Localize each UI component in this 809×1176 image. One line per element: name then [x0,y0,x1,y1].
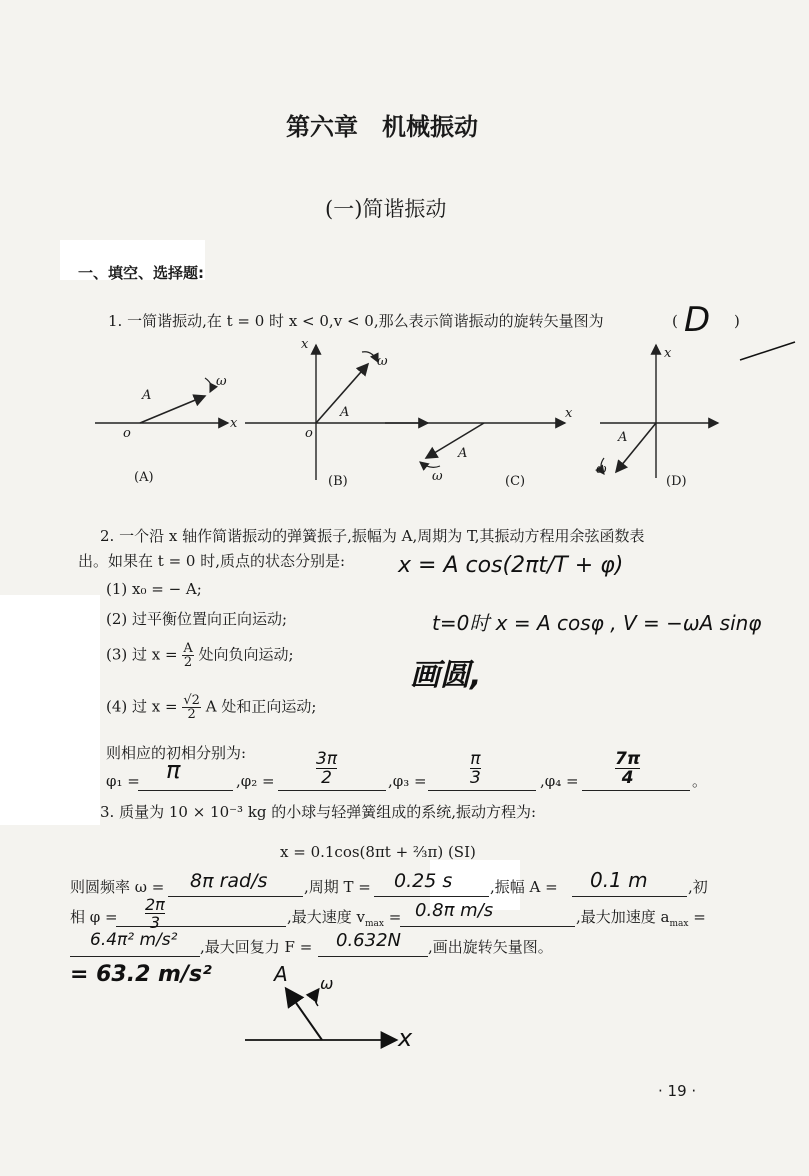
phi1-blank [138,790,233,791]
q1-paren-close: ) [734,312,740,330]
vector-label-a: A [142,388,152,403]
q2-hw-phi3: π 3 [470,749,481,788]
q2-hw-equation: x = A cos(2πt/T + φ) [398,553,624,578]
q3-hw-omega: 8π rad/s [190,870,268,892]
q2-hw-phi4: 7π 4 [615,749,641,788]
q2-phase-intro: 则相应的初相分别为: [106,744,247,762]
q2-end-mark: 。 [692,772,708,790]
omega-label-b: ω [377,354,388,369]
q1-text: 1. 一简谐振动,在 t = 0 时 x < 0,v < 0,那么表示简谐振动的旋转矢量图为 [108,312,604,330]
q3-period-label: ,周期 T = [304,878,371,896]
q3-phase-label-start: ,初 [688,878,708,896]
q2-line1: 2. 一个沿 x 轴作简谐振动的弹簧振子,振幅为 A,周期为 T,其振动方程用余弦函数表 [100,527,645,545]
vector-label-b: A [340,405,350,420]
q3-amax-label: ,最大加速度 $a_{max}$ = [576,908,706,929]
amax-blank [70,956,200,957]
q3-hw-omega-label: ω [320,974,334,993]
q3-hw-force: 0.632N [336,930,401,951]
q3-hw-x-label: x [398,1024,413,1052]
part-heading: 一、填空、选择题: [78,264,204,282]
q2-condition-1: (1) x₀ = − A; [106,580,202,598]
section-title: (一)简谐振动 [325,197,447,221]
option-c-label: (C) [505,474,526,489]
q3-line1: 3. 质量为 10 × 10⁻³ kg 的小球与轻弹簧组成的系统,振动方程为: [100,803,537,821]
option-a-label: (A) [134,470,154,485]
q3-hw-amax-result: = 63.2 m/s² [70,962,212,987]
diagram-a [95,378,228,423]
q3-hw-phase: 2π 3 [145,895,165,932]
omega-label-c: ω [432,469,443,484]
q1-handwritten-answer: D [684,300,711,340]
option-b-label: (B) [328,474,348,489]
q2-hw-note: t=0时 x = A cosφ , V = −ωA sinφ [432,611,762,635]
q3-hw-amplitude: 0.1 m [590,868,648,892]
x-axis-label-b: x [301,337,309,352]
q3-hw-vector-a-label: A [274,962,288,986]
omega-label-a: ω [216,374,227,389]
q3-phase-label: 相 φ = [70,908,118,926]
diagram-d [600,345,718,478]
q2-phi4-label: ,φ₄ = [540,772,579,790]
period-blank [374,896,489,897]
phase-blank [116,926,286,927]
q2-condition-2: (2) 过平衡位置向正向运动; [106,610,288,628]
x-label-a: x [230,416,238,431]
option-d-label: (D) [666,474,687,489]
q3-omega-label: 则圆频率 ω = [70,878,165,896]
vector-label-d: A [618,430,628,445]
force-blank [318,956,428,957]
q3-amplitude-label: ,振幅 A = [490,878,558,896]
q3-vmax-label: ,最大速度 $v_{max}$ = [287,908,402,929]
q2-phi3-label: ,φ₃ = [388,772,427,790]
q2-condition-4: (4) 过 x = $\frac{√2}{2}$ A 处和正向运动; [106,693,317,722]
diagram-b [245,345,428,480]
x-axis-label-d: x [664,346,672,361]
q3-hw-period: 0.25 s [394,870,453,892]
q2-condition-3: (3) 过 x = $\frac{A}{2}$ 处向负向运动; [106,641,294,670]
rotating-vector-sketch [245,990,395,1040]
q3-hw-vmax: 0.8π m/s [415,900,494,921]
omega-label-d: ω [596,462,607,477]
origin-label-b: o [305,426,313,441]
q2-phi2-label: ,φ₂ = [236,772,275,790]
amplitude-blank [572,896,687,897]
q2-hw-phi1: π [166,756,181,784]
q2-hw-phi2: 3π 2 [316,749,338,788]
q3-force-label: ,最大回复力 F = [200,938,313,956]
omega-blank [168,896,303,897]
q2-line2: 出。如果在 t = 0 时,质点的状态分别是: [78,552,346,570]
phi4-blank [582,790,690,791]
phi3-blank [428,790,536,791]
vmax-blank [400,926,575,927]
q2-phi1-label: φ₁ = [106,772,140,790]
q2-hw-draw: 画圆, [410,658,482,693]
q3-hw-amax: 6.4π² m/s² [90,930,178,950]
origin-label-a: o [123,426,131,441]
q1-paren-open: ( [672,312,678,330]
q3-draw-instruction: ,画出旋转矢量图。 [428,938,553,956]
chapter-title: 第六章 机械振动 [286,113,478,141]
q3-equation: x = 0.1cos(8πt + ⅔π) (SI) [280,843,476,861]
x-label-c: x [565,406,573,421]
phi2-blank [278,790,386,791]
page-number: · 19 · [658,1082,697,1100]
diagram-c [385,423,565,467]
vector-label-c: A [458,446,468,461]
